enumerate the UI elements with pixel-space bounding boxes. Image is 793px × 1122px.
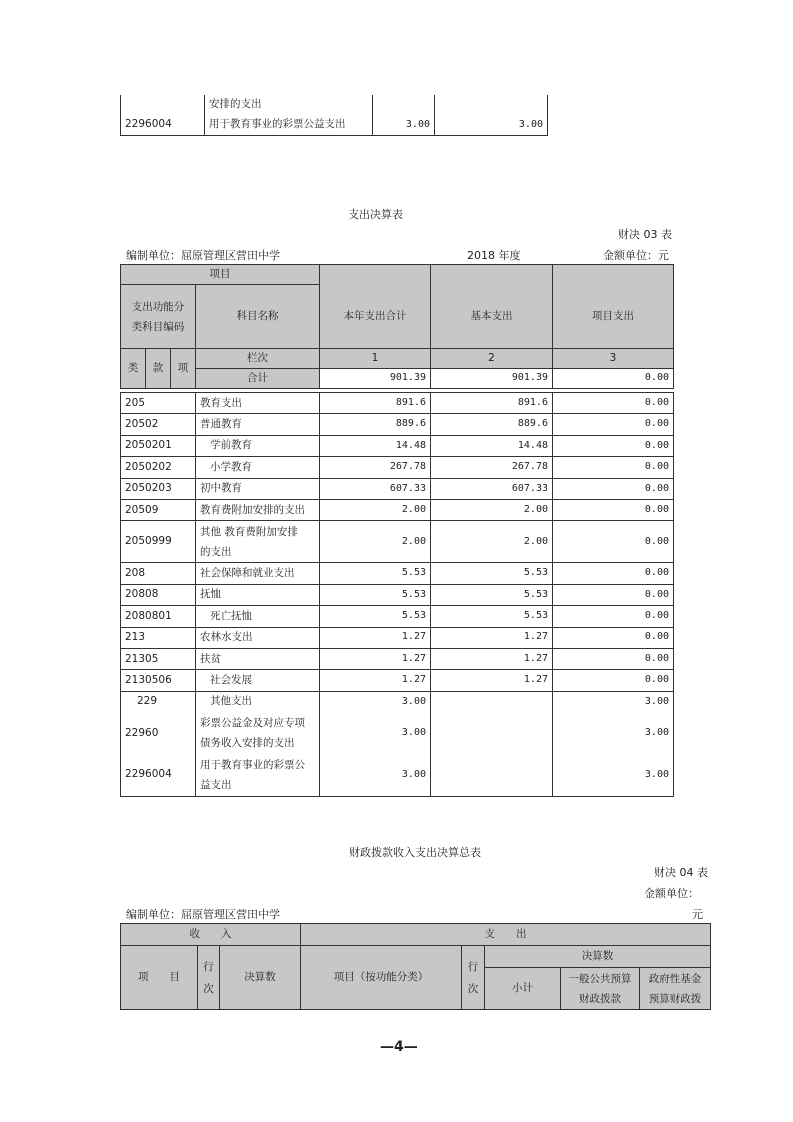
header-project: 项目支出 <box>553 265 674 369</box>
heji-total: 901.39 <box>320 369 431 389</box>
row-total: 889.6 <box>320 414 431 435</box>
row-code: 20808 <box>121 584 196 605</box>
t04-header-amount: 决算数 <box>220 946 301 1010</box>
tail-name-2296004 <box>196 754 320 796</box>
fiscal-allocation-summary-table <box>120 923 711 1010</box>
table-row <box>121 627 674 648</box>
expense-table-body <box>120 392 674 797</box>
row-basic: 889.6 <box>431 414 553 435</box>
header-lei: 类 <box>121 349 146 389</box>
fragment-name: 用于教育事业的彩票公益支出 <box>205 115 373 135</box>
row-basic: 1.27 <box>431 627 553 648</box>
row-code: 205 <box>121 393 196 414</box>
column-number-row <box>319 348 674 369</box>
t04-header-func-item: 项目（按功能分类） <box>301 946 462 1010</box>
row-project: 0.00 <box>553 606 674 627</box>
row-name: 普通教育 <box>196 414 320 435</box>
tail-name-22960-l2: 债务收入安排的支出 <box>200 737 295 750</box>
heji-project: 0.00 <box>553 369 674 389</box>
row-project: 0.00 <box>553 457 674 478</box>
row-total: 1.27 <box>320 648 431 669</box>
tail-code-22960: 22960 <box>121 712 196 754</box>
fragment-basic-cell <box>435 95 548 115</box>
row-total: 2.00 <box>320 521 431 563</box>
row-name-line1: 其他 教育费附加安排 <box>200 525 298 538</box>
row-code: 213 <box>121 627 196 648</box>
fragment-code-cell <box>121 95 205 115</box>
t04-header-expense: 支 出 <box>301 924 711 946</box>
header-code-line1: 支出功能分 <box>131 300 185 313</box>
header-item: 项目 <box>121 265 320 285</box>
row-total: 1.27 <box>320 670 431 691</box>
row-basic: 891.6 <box>431 393 553 414</box>
row-code: 20509 <box>121 499 196 520</box>
t04-ci-2: 次 <box>467 982 479 995</box>
row-code: 2050201 <box>121 435 196 456</box>
page-number: —4— <box>380 1039 418 1055</box>
row-total: 1.27 <box>320 627 431 648</box>
row-basic: 14.48 <box>431 435 553 456</box>
row-total: 5.53 <box>320 606 431 627</box>
row-project: 0.00 <box>553 435 674 456</box>
row-name <box>196 521 320 563</box>
row-basic: 5.53 <box>431 606 553 627</box>
previous-table-fragment <box>120 95 548 136</box>
col-num-1: 1 <box>320 349 431 369</box>
tail-name-2296004-l2: 益支出 <box>200 778 232 791</box>
tail-total-2296004: 3.00 <box>320 754 431 796</box>
t04-header-item: 项 目 <box>121 946 198 1010</box>
header-basic: 基本支出 <box>431 265 553 369</box>
tail-total-22960: 3.00 <box>320 712 431 754</box>
header-heji: 合计 <box>196 369 320 389</box>
tail-name-22960-l1: 彩票公益金及对应专项 <box>200 717 305 730</box>
table04-unit-label: 金额单位： <box>644 887 699 900</box>
row-project: 0.00 <box>553 670 674 691</box>
tail-project-22960: 3.00 <box>553 712 674 754</box>
t04-hang-1: 行 <box>203 960 214 973</box>
row-total: 267.78 <box>320 457 431 478</box>
t04-header-income: 收 入 <box>121 924 301 946</box>
t04-govfund-l2: 预算财政拨 <box>648 992 702 1005</box>
table-row <box>121 648 674 669</box>
table04-org: 编制单位：屈原管理区营田中学 <box>126 908 280 921</box>
row-code: 2050999 <box>121 521 196 563</box>
fragment-total-cell <box>373 95 435 115</box>
t04-ci-1: 次 <box>203 982 214 995</box>
t04-header-amount2: 决算数 <box>485 946 711 968</box>
row-project: 0.00 <box>553 584 674 605</box>
fragment-total: 3.00 <box>373 115 435 135</box>
table-row <box>121 521 674 563</box>
row-basic: 5.53 <box>431 584 553 605</box>
row-name: 教育费附加安排的支出 <box>196 499 320 520</box>
row-project: 0.00 <box>553 563 674 584</box>
table-row <box>121 478 674 499</box>
t04-header-hangci-2 <box>462 946 485 1010</box>
row-project: 0.00 <box>553 414 674 435</box>
row-code: 2050203 <box>121 478 196 499</box>
col-num-3: 3 <box>553 349 674 369</box>
table-row <box>121 414 674 435</box>
table03-year: 2018 年度 <box>467 249 521 262</box>
header-lanci: 栏次 <box>196 349 320 369</box>
row-total: 5.53 <box>320 563 431 584</box>
row-project: 0.00 <box>553 627 674 648</box>
col-num-2: 2 <box>431 349 553 369</box>
row-basic: 1.27 <box>431 670 553 691</box>
row-basic: 607.33 <box>431 478 553 499</box>
tail-total-229: 3.00 <box>320 691 431 712</box>
t04-header-govfund <box>640 968 711 1010</box>
row-name: 扶贫 <box>196 648 320 669</box>
t04-header-subtotal: 小计 <box>485 968 561 1010</box>
row-name: 小学教育 <box>196 457 320 478</box>
table-row <box>121 435 674 456</box>
tail-code-2296004: 2296004 <box>121 754 196 796</box>
row-project: 0.00 <box>553 499 674 520</box>
row-name: 抚恤 <box>196 584 320 605</box>
table04-form-no: 财决 04 表 <box>654 866 708 879</box>
header-code-line2: 类科目编码 <box>131 320 185 333</box>
row-name: 社会保障和就业支出 <box>196 563 320 584</box>
t04-header-general <box>561 968 640 1010</box>
tail-basic-2296004 <box>431 754 553 796</box>
header-name: 科目名称 <box>196 285 320 349</box>
t04-header-hangci-1 <box>198 946 220 1010</box>
table04-unit-value: 元 <box>692 908 703 921</box>
row-name: 农林水支出 <box>196 627 320 648</box>
row-code: 2050202 <box>121 457 196 478</box>
row-name: 学前教育 <box>196 435 320 456</box>
fragment-basic: 3.00 <box>435 115 548 135</box>
table-row <box>121 457 674 478</box>
tail-code-229: 229 <box>121 691 196 712</box>
table04-title: 财政拨款收入支出决算总表 <box>349 846 481 859</box>
row-project: 0.00 <box>553 393 674 414</box>
tail-name-22960 <box>196 712 320 754</box>
t04-general-l2: 财政拨款 <box>579 992 621 1005</box>
row-total: 5.53 <box>320 584 431 605</box>
row-basic: 2.00 <box>431 499 553 520</box>
table-row <box>121 393 674 414</box>
table03-unit: 金额单位：元 <box>603 249 669 262</box>
tail-project-2296004: 3.00 <box>553 754 674 796</box>
row-total: 14.48 <box>320 435 431 456</box>
row-project: 0.00 <box>553 648 674 669</box>
tail-basic-22960 <box>431 712 553 754</box>
row-code: 20502 <box>121 414 196 435</box>
row-basic: 2.00 <box>431 521 553 563</box>
tail-name-2296004-l1: 用于教育事业的彩票公 <box>200 758 305 771</box>
header-xiang: 项 <box>171 349 196 389</box>
row-name: 死亡抚恤 <box>196 606 320 627</box>
table-row <box>121 499 674 520</box>
row-total: 2.00 <box>320 499 431 520</box>
table-row <box>121 670 674 691</box>
row-basic: 5.53 <box>431 563 553 584</box>
tail-project-229: 3.00 <box>553 691 674 712</box>
fragment-name-cell: 安排的支出 <box>205 95 373 115</box>
row-basic: 267.78 <box>431 457 553 478</box>
tail-basic-229 <box>431 691 553 712</box>
expense-final-accounts-table <box>120 264 674 389</box>
row-code: 208 <box>121 563 196 584</box>
row-code: 2130506 <box>121 670 196 691</box>
row-total: 891.6 <box>320 393 431 414</box>
row-code: 21305 <box>121 648 196 669</box>
table03-title: 支出决算表 <box>348 208 403 221</box>
table03-org: 编制单位：屈原管理区营田中学 <box>126 249 280 262</box>
row-total: 607.33 <box>320 478 431 499</box>
row-name: 社会发展 <box>196 670 320 691</box>
header-code <box>121 285 196 349</box>
table-row <box>121 606 674 627</box>
table03-form-no: 财决 03 表 <box>618 228 672 241</box>
fragment-code: 2296004 <box>121 115 205 135</box>
row-project: 0.00 <box>553 478 674 499</box>
row-project: 0.00 <box>553 521 674 563</box>
tail-name-229: 其他支出 <box>196 691 320 712</box>
t04-govfund-l1: 政府性基金 <box>648 972 702 985</box>
row-name-line2: 的支出 <box>200 545 232 558</box>
header-kuan: 款 <box>146 349 171 389</box>
row-basic: 1.27 <box>431 648 553 669</box>
table-row <box>121 563 674 584</box>
heji-basic: 901.39 <box>431 369 553 389</box>
row-code: 2080801 <box>121 606 196 627</box>
row-name: 教育支出 <box>196 393 320 414</box>
header-total: 本年支出合计 <box>320 265 431 369</box>
row-name: 初中教育 <box>196 478 320 499</box>
table-row <box>121 584 674 605</box>
t04-hang-2: 行 <box>467 960 479 973</box>
t04-general-l1: 一般公共预算 <box>568 972 632 985</box>
